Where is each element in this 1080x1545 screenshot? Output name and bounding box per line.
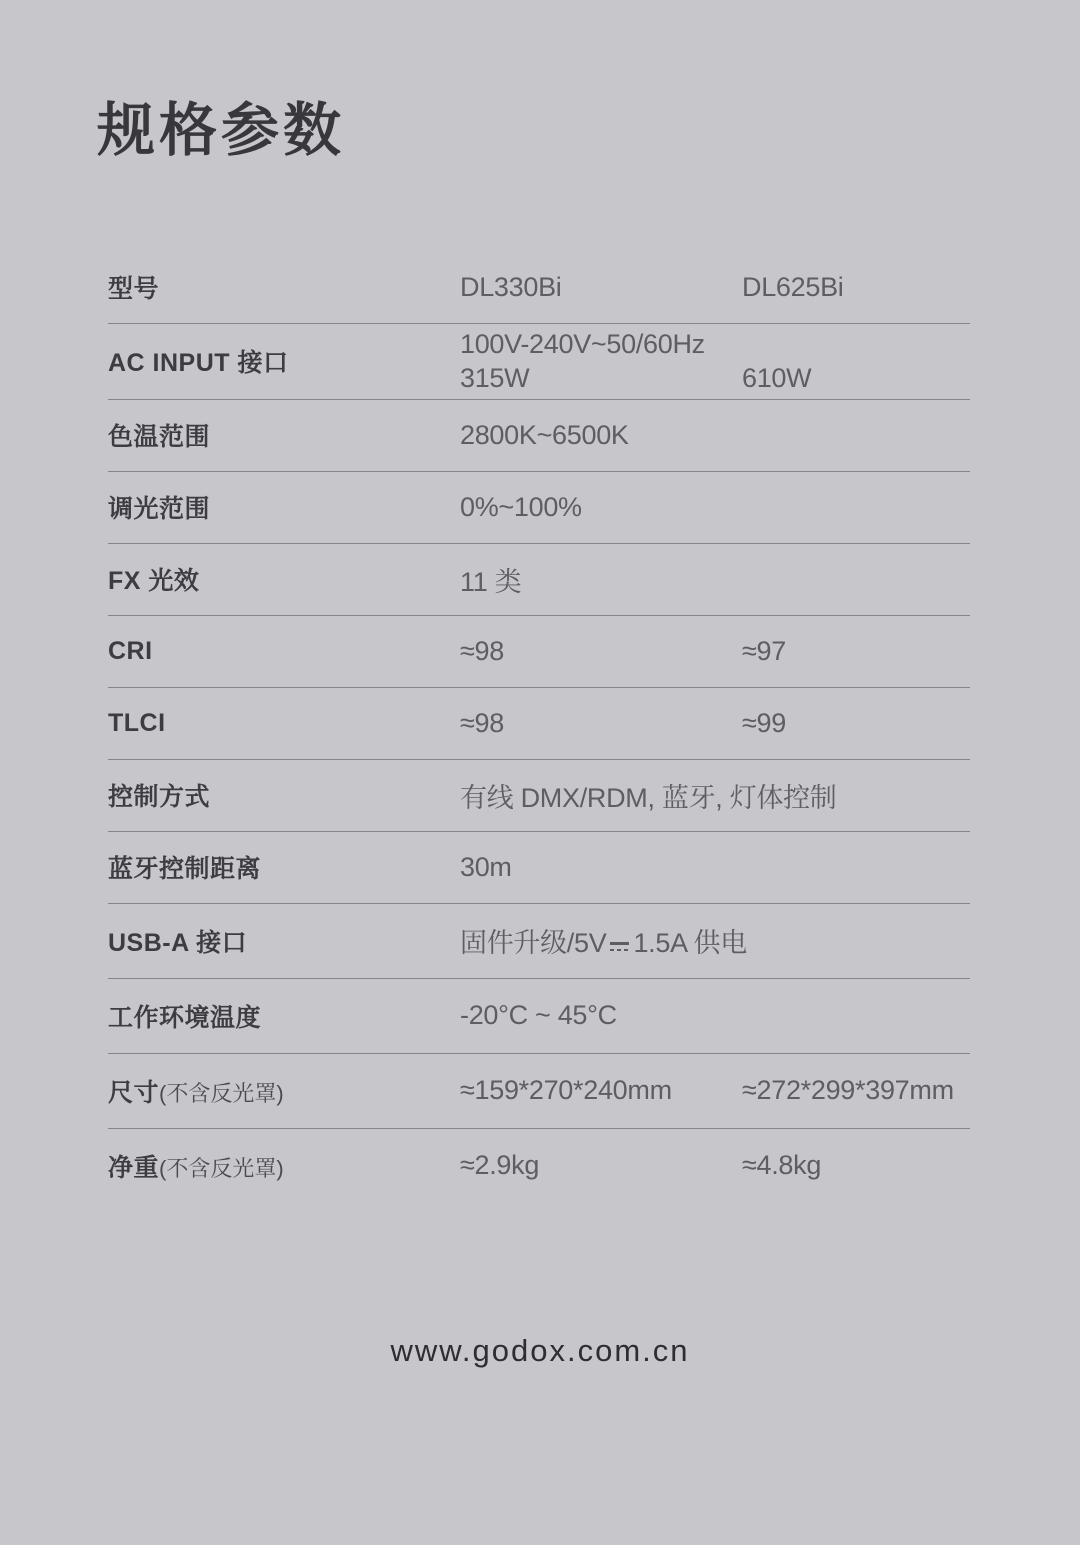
spec-row-net-weight — [108, 1129, 970, 1203]
spec-row-operating-temp — [108, 979, 970, 1054]
operating-temp-value: -20°C ~ 45°C — [460, 1000, 617, 1031]
operating-temp-label: 工作环境温度 — [108, 1003, 262, 1032]
net-weight-label: 净重(不含反光罩) — [108, 1153, 284, 1182]
dimming-range-value: 0%~100% — [460, 491, 582, 522]
spec-row-bluetooth-range — [108, 832, 970, 904]
spec-row-model — [108, 252, 970, 324]
net-weight-label-note: (不含反光罩) — [159, 1155, 284, 1181]
spec-row-ac-input — [108, 324, 970, 400]
cct-range-value: 2800K~6500K — [460, 419, 629, 450]
bluetooth-range-value: 30m — [460, 851, 512, 882]
spec-row-dimensions — [108, 1054, 970, 1129]
model-value-dl330bi: DL330Bi — [460, 271, 562, 302]
cct-range-label: 色温范围 — [108, 423, 211, 452]
control-methods-label: 控制方式 — [108, 783, 211, 812]
tlci-value-dl330bi: ≈98 — [460, 707, 504, 738]
control-methods-value: 有线 DMX/RDM, 蓝牙, 灯体控制 — [460, 782, 837, 813]
model-label: 型号 — [108, 275, 160, 304]
dimming-range-label: 调光范围 — [108, 495, 211, 524]
net-weight-value-dl625bi: ≈4.8kg — [742, 1150, 822, 1181]
spec-row-fx-effects — [108, 544, 970, 616]
cri-value-dl625bi: ≈97 — [742, 635, 786, 666]
net-weight-value-dl330bi: ≈2.9kg — [460, 1150, 540, 1181]
bluetooth-range-label: 蓝牙控制距离 — [108, 855, 262, 884]
spec-table — [108, 252, 970, 1203]
dimensions-value-dl330bi: ≈159*270*240mm — [460, 1075, 672, 1106]
footer-url: www.godox.com.cn — [390, 1332, 690, 1368]
dimensions-value-dl625bi: ≈272*299*397mm — [742, 1075, 954, 1106]
spec-row-cri — [108, 616, 970, 688]
usb-a-value-prefix: 固件升级/5V — [460, 928, 607, 959]
ac-voltage-value: 100V-240V~50/60Hz — [460, 328, 705, 359]
usb-a-value — [460, 921, 747, 960]
ac-input-values — [460, 329, 970, 394]
ac-power-value-dl625bi: 610W — [742, 362, 812, 393]
spec-row-usb-a — [108, 904, 970, 979]
dimensions-label-note: (不含反光罩) — [159, 1080, 284, 1106]
spec-row-control-methods — [108, 760, 970, 832]
usb-a-label: USB-A 接口 — [108, 928, 248, 957]
page-title: 规格参数 — [97, 98, 346, 163]
model-value-dl625bi: DL625Bi — [742, 271, 844, 302]
ac-input-label: AC INPUT 接口 — [108, 349, 289, 378]
ac-power-value-dl330bi: 315W — [460, 362, 530, 393]
fx-effects-value: 11 类 — [460, 566, 522, 597]
cri-value-dl330bi: ≈98 — [460, 635, 504, 666]
spec-row-cct-range — [108, 400, 970, 472]
spec-row-tlci — [108, 688, 970, 760]
tlci-label: TLCI — [108, 708, 166, 737]
usb-a-value-suffix: 1.5A 供电 — [633, 928, 747, 959]
cri-label: CRI — [108, 636, 153, 665]
tlci-value-dl625bi: ≈99 — [742, 707, 786, 738]
dc-power-icon — [610, 940, 629, 953]
spec-row-dimming-range — [108, 472, 970, 544]
fx-effects-label: FX 光效 — [108, 567, 200, 596]
dimensions-label: 尺寸(不含反光罩) — [108, 1078, 284, 1107]
